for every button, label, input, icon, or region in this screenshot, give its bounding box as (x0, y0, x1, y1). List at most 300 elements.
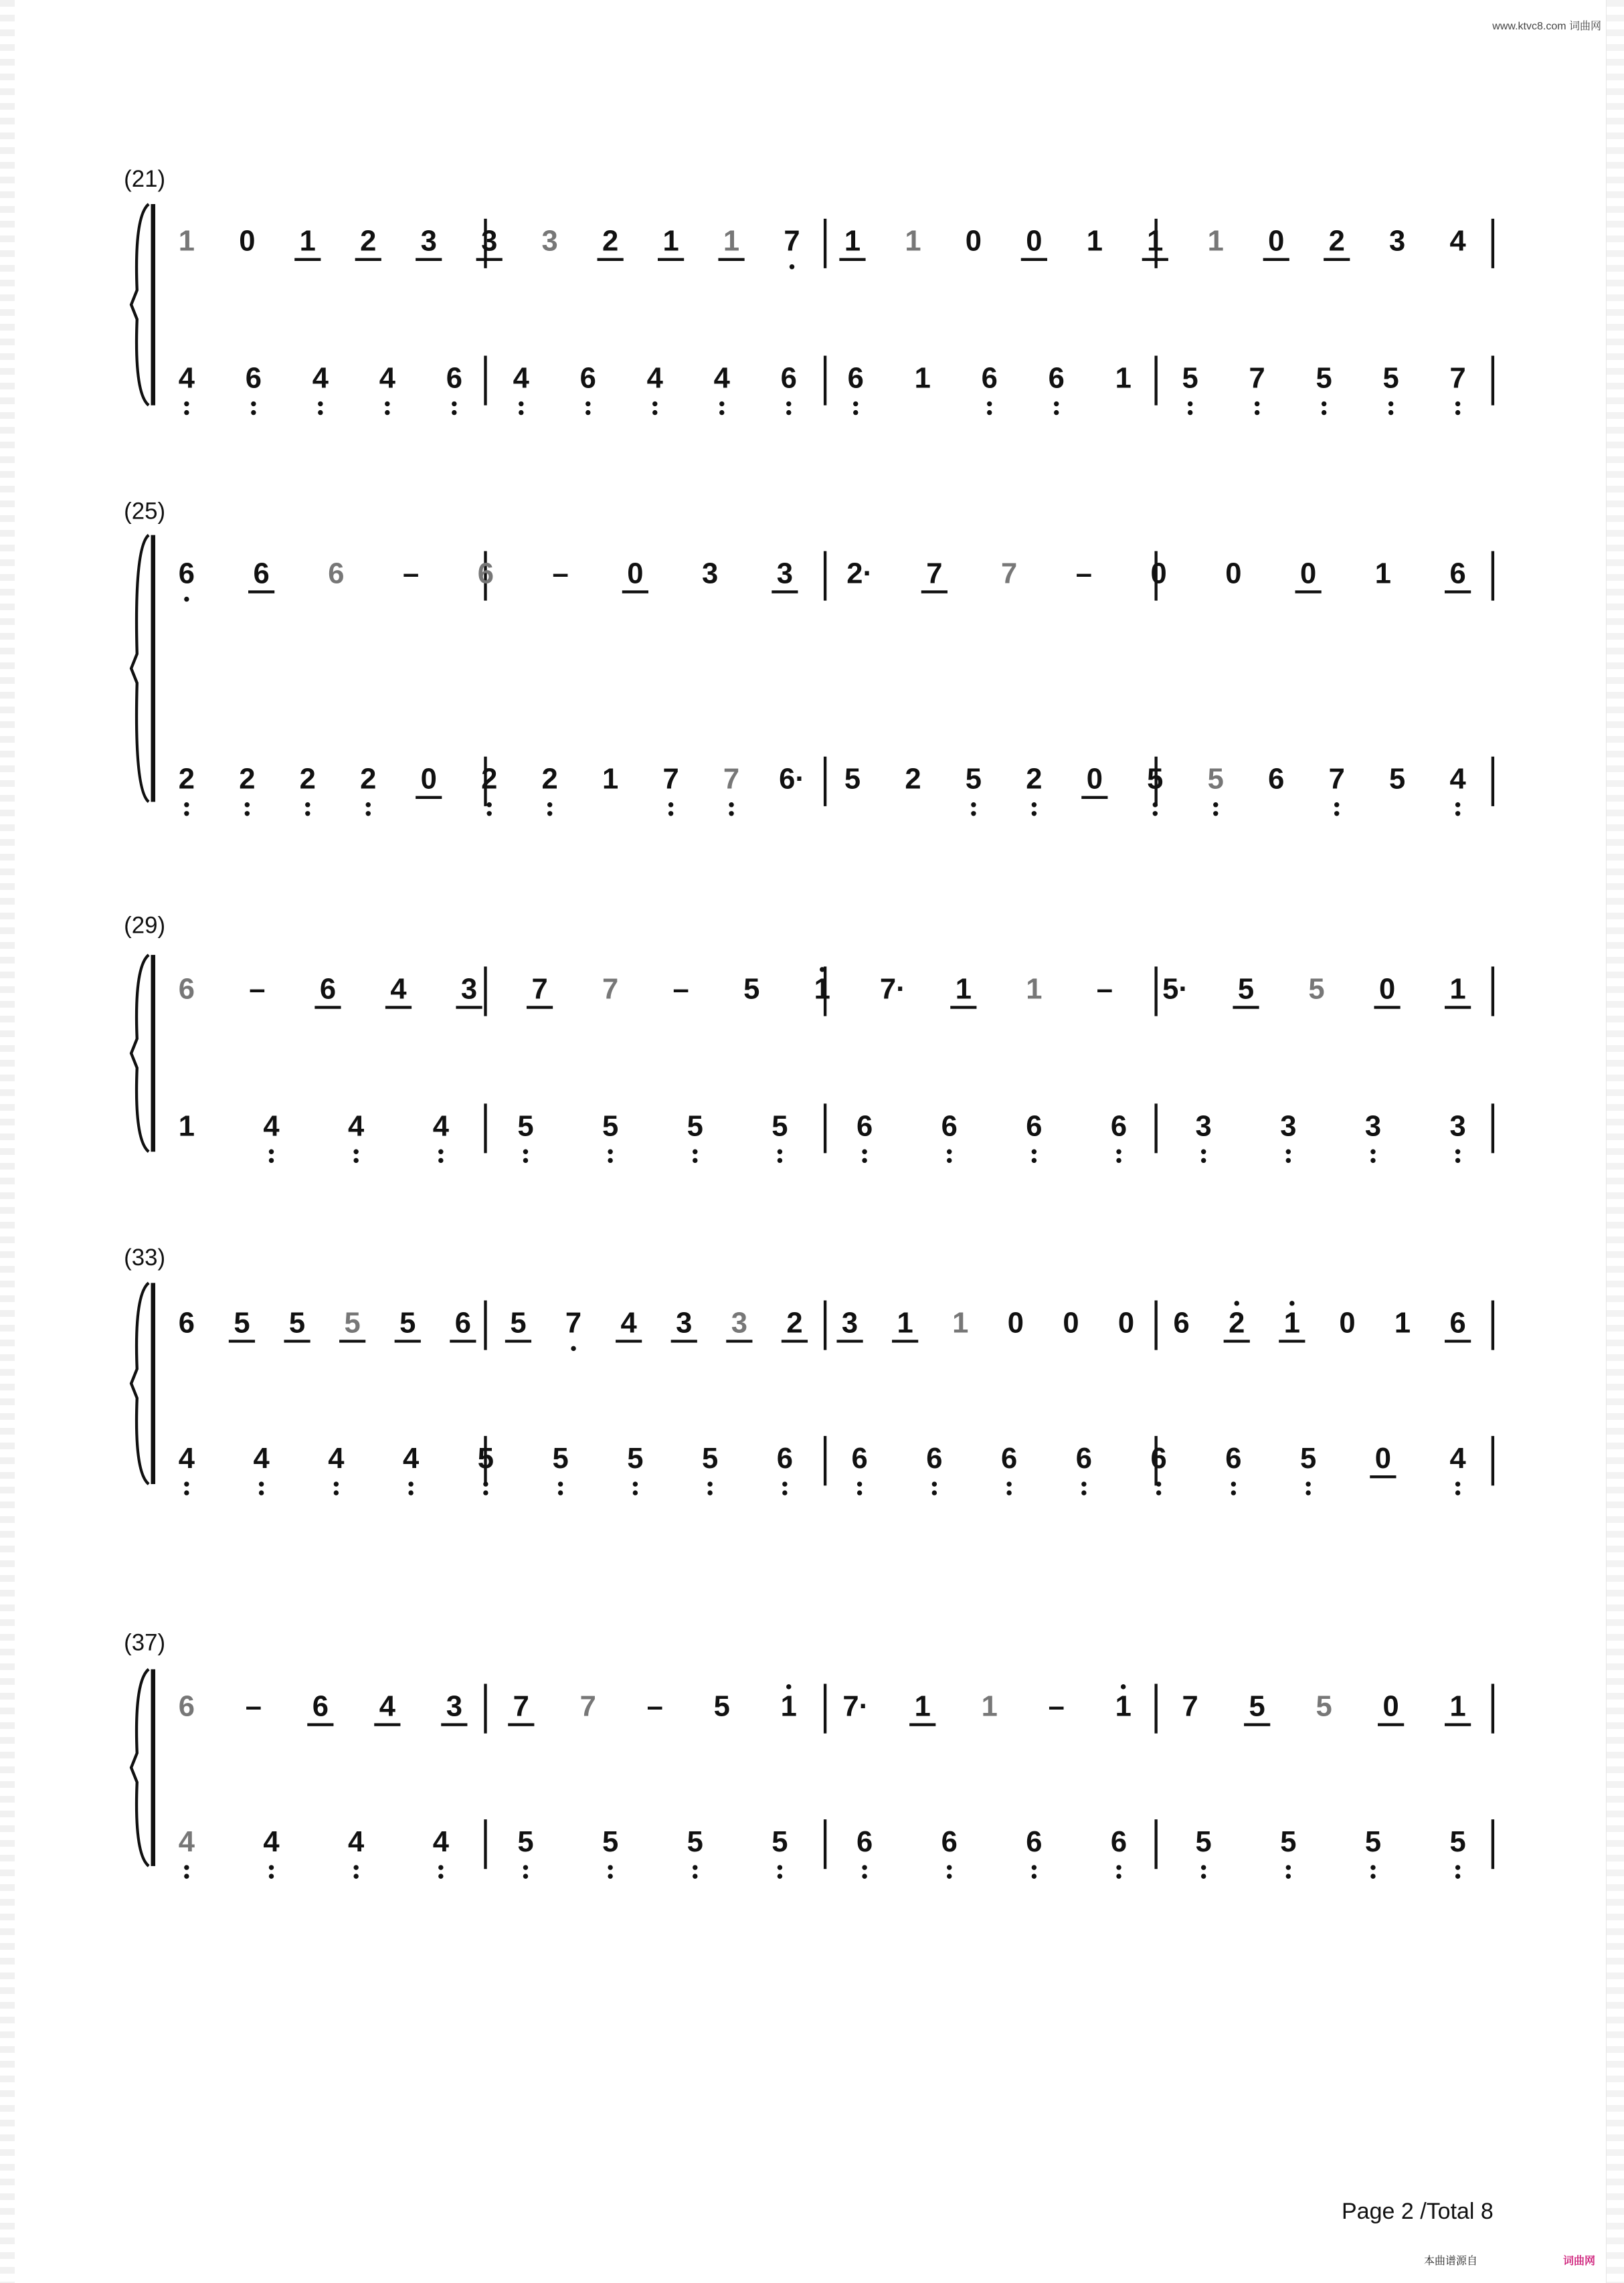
low-octave-dot (486, 802, 491, 807)
note-bass-2-0: 1 (178, 1110, 195, 1143)
note-treble-4-8: 5 (713, 1690, 730, 1723)
note-treble-3-22: 1 (1394, 1307, 1411, 1340)
note-bass-0-14: 1 (1115, 362, 1132, 395)
note-treble-0-15: 1 (1086, 225, 1103, 258)
measure-number: (21) (124, 165, 166, 192)
note-bass-4-2: 4 (348, 1826, 365, 1859)
low-octave-dot (184, 1481, 189, 1486)
note-bass-0-19: 7 (1449, 362, 1466, 395)
note-treble-4-13: – (1048, 1690, 1065, 1723)
measure-number: (37) (124, 1629, 166, 1656)
system-brackets (131, 204, 1493, 1869)
note-treble-4-14: 1 (1115, 1690, 1132, 1723)
low-octave-dot (245, 802, 250, 807)
note-treble-3-13: 1 (897, 1307, 913, 1340)
note-bass-2-14: 3 (1364, 1110, 1382, 1143)
low-octave-dot (1201, 1865, 1206, 1869)
low-octave-dot (1370, 1158, 1375, 1163)
low-octave-dot (1116, 1158, 1121, 1163)
low-octave-dot (184, 401, 189, 406)
low-octave-dot (1388, 401, 1393, 406)
note-treble-0-4: 3 (420, 225, 437, 258)
note-treble-3-7: 7 (565, 1307, 582, 1340)
low-octave-dot (652, 401, 657, 406)
low-octave-dot (366, 811, 371, 816)
low-octave-dot (519, 410, 523, 415)
low-octave-dot (269, 1874, 274, 1878)
low-octave-dot (523, 1150, 528, 1154)
note-bass-1-9: 7 (723, 763, 740, 796)
low-octave-dot (184, 1865, 189, 1869)
note-treble-0-0: 1 (178, 225, 195, 258)
note-bass-4-1: 4 (263, 1826, 280, 1859)
low-octave-dot (1032, 1865, 1036, 1869)
low-octave-dot (1032, 1158, 1036, 1163)
note-bass-1-4: 0 (420, 763, 437, 796)
low-octave-dot (947, 1865, 952, 1869)
low-octave-dot (353, 1874, 358, 1878)
low-octave-dot (452, 401, 456, 406)
note-treble-2-10: 7· (879, 973, 906, 1006)
note-treble-1-11: 7 (1001, 557, 1018, 590)
note-treble-2-17: 0 (1378, 973, 1396, 1006)
low-octave-dot (408, 1481, 413, 1486)
low-octave-dot (1153, 802, 1158, 807)
note-bass-1-0: 2 (178, 763, 195, 796)
low-octave-dot (987, 410, 992, 415)
note-bass-0-6: 6 (579, 362, 596, 395)
low-octave-dot (318, 410, 323, 415)
note-treble-1-15: 0 (1300, 557, 1317, 590)
site-watermark: www.ktvc8.com 词曲网 (1492, 21, 1601, 32)
low-octave-dot (1455, 1874, 1460, 1878)
low-octave-dot (862, 1865, 867, 1869)
note-treble-3-0: 6 (178, 1307, 195, 1340)
low-octave-dot (558, 1481, 563, 1486)
note-treble-2-16: 5 (1308, 973, 1325, 1006)
note-bass-3-15: 5 (1300, 1443, 1317, 1475)
note-bass-2-3: 4 (432, 1110, 449, 1143)
note-bass-2-4: 5 (517, 1110, 534, 1143)
low-octave-dot (259, 1490, 264, 1495)
low-octave-dot (1455, 401, 1460, 406)
low-octave-dot (971, 802, 976, 807)
low-octave-dot (971, 811, 976, 816)
low-octave-dot (778, 1158, 782, 1163)
note-treble-1-13: 0 (1150, 557, 1167, 590)
note-bass-1-15: 0 (1086, 763, 1103, 796)
note-treble-3-9: 3 (676, 1307, 693, 1340)
note-treble-1-1: 6 (253, 557, 270, 590)
note-treble-0-17: 1 (1207, 225, 1224, 258)
low-octave-dot (1213, 811, 1218, 816)
note-bass-1-19: 7 (1328, 763, 1345, 796)
footer-source: 本曲谱源自 (1424, 2256, 1478, 2267)
note-bass-2-9: 6 (941, 1110, 958, 1143)
low-octave-dot (1116, 1865, 1121, 1869)
low-octave-dot (857, 1481, 862, 1486)
note-bass-3-0: 4 (178, 1443, 195, 1475)
low-octave-dot (353, 1865, 358, 1869)
note-treble-2-4: 3 (460, 973, 478, 1006)
low-octave-dot (1286, 1874, 1291, 1878)
low-octave-dot (1388, 410, 1393, 415)
note-bass-0-1: 6 (245, 362, 262, 395)
low-octave-dot (1116, 1150, 1121, 1154)
low-octave-dot (269, 1158, 274, 1163)
low-octave-dot (782, 1490, 787, 1495)
note-layer (124, 166, 1471, 1879)
note-bass-1-1: 2 (239, 763, 256, 796)
low-octave-dot (652, 410, 657, 415)
note-bass-4-13: 5 (1280, 1826, 1297, 1859)
note-bass-0-18: 5 (1382, 362, 1399, 395)
note-treble-2-18: 1 (1449, 973, 1466, 1006)
low-octave-dot (353, 1158, 358, 1163)
note-treble-1-3: – (403, 557, 420, 590)
note-treble-4-4: 3 (446, 1690, 462, 1723)
measure-number: (33) (124, 1245, 166, 1271)
low-octave-dot (305, 802, 310, 807)
note-bass-1-3: 2 (360, 763, 377, 796)
system-brace (131, 204, 149, 405)
note-bass-1-13: 5 (965, 763, 982, 796)
low-octave-dot (693, 1150, 697, 1154)
low-octave-dot (1255, 410, 1259, 415)
measure-number: (25) (124, 498, 166, 525)
low-octave-dot (184, 410, 189, 415)
low-octave-dot (438, 1150, 443, 1154)
note-bass-4-15: 5 (1449, 1826, 1466, 1859)
note-treble-1-2: 6 (328, 557, 345, 590)
note-bass-1-18: 6 (1268, 763, 1285, 796)
low-octave-dot (1455, 802, 1460, 807)
note-treble-3-5: 6 (454, 1307, 471, 1340)
low-octave-dot (1054, 410, 1059, 415)
note-treble-0-21: 4 (1449, 225, 1466, 258)
low-octave-dot (1032, 1874, 1036, 1878)
note-treble-0-11: 1 (844, 225, 861, 258)
low-octave-dot (719, 401, 724, 406)
low-octave-dot (1305, 1490, 1310, 1495)
low-octave-dot (385, 401, 389, 406)
note-treble-2-1: – (249, 973, 266, 1006)
low-octave-dot (1081, 1481, 1086, 1486)
note-bass-0-13: 6 (1048, 362, 1065, 395)
note-bass-1-7: 1 (602, 763, 619, 796)
note-treble-3-2: 5 (288, 1307, 306, 1340)
note-bass-1-11: 5 (844, 763, 861, 796)
note-treble-1-12: – (1075, 557, 1092, 590)
note-bass-4-4: 5 (517, 1826, 534, 1859)
note-treble-4-19: 1 (1449, 1690, 1466, 1723)
note-treble-3-3: 5 (344, 1307, 361, 1340)
note-treble-3-1: 5 (234, 1307, 250, 1340)
low-octave-dot (558, 1490, 563, 1495)
low-octave-dot (987, 401, 992, 406)
note-treble-0-10: 7 (784, 225, 800, 258)
note-bass-1-5: 2 (481, 763, 498, 796)
note-bass-3-5: 5 (552, 1443, 569, 1475)
note-treble-4-15: 7 (1182, 1690, 1198, 1723)
note-bass-3-16: 0 (1374, 1443, 1392, 1475)
note-treble-0-8: 1 (662, 225, 679, 258)
note-treble-3-11: 2 (786, 1307, 803, 1340)
note-bass-3-7: 5 (702, 1443, 719, 1475)
low-octave-dot (729, 802, 733, 807)
note-treble-2-8: 5 (743, 973, 760, 1006)
low-octave-dot (729, 811, 733, 816)
low-octave-dot (483, 1490, 488, 1495)
low-octave-dot (1255, 401, 1259, 406)
note-bass-3-11: 6 (1001, 1443, 1018, 1475)
page-number: Page 2 /Total 8 (1342, 2199, 1494, 2224)
note-treble-0-18: 0 (1268, 225, 1285, 258)
note-bass-3-1: 4 (253, 1443, 270, 1475)
note-bass-4-10: 6 (1026, 1826, 1043, 1859)
low-octave-dot (408, 1490, 413, 1495)
low-octave-dot (1322, 401, 1326, 406)
low-octave-dot (932, 1490, 937, 1495)
note-treble-2-11: 1 (955, 973, 972, 1006)
low-octave-dot (1006, 1490, 1011, 1495)
note-bass-1-21: 4 (1449, 763, 1466, 796)
note-bass-3-2: 4 (328, 1443, 345, 1475)
low-octave-dot (633, 1481, 638, 1486)
note-treble-3-4: 5 (399, 1307, 416, 1340)
note-bass-1-10: 6· (779, 763, 805, 796)
low-octave-dot (334, 1481, 339, 1486)
low-octave-dot (366, 802, 371, 807)
note-bass-0-3: 4 (379, 362, 395, 395)
note-treble-4-5: 7 (513, 1690, 529, 1723)
low-octave-dot (778, 1865, 782, 1869)
note-bass-2-2: 4 (348, 1110, 365, 1143)
high-octave-dot (786, 1684, 791, 1689)
low-octave-dot (693, 1865, 697, 1869)
note-bass-0-10: 6 (847, 362, 864, 395)
note-bass-3-6: 5 (627, 1443, 644, 1475)
note-bass-2-10: 6 (1026, 1110, 1043, 1143)
low-octave-dot (1116, 1874, 1121, 1878)
low-octave-dot (947, 1150, 952, 1154)
note-treble-3-18: 6 (1173, 1307, 1190, 1340)
system-brace (131, 955, 149, 1152)
note-bass-2-13: 3 (1280, 1110, 1297, 1143)
note-bass-1-2: 2 (299, 763, 316, 796)
note-treble-3-20: 1 (1283, 1307, 1300, 1340)
note-bass-2-8: 6 (856, 1110, 873, 1143)
note-treble-2-15: 5 (1237, 973, 1255, 1006)
note-treble-2-6: 7 (602, 973, 619, 1006)
note-treble-2-12: 1 (1026, 973, 1043, 1006)
note-treble-3-15: 0 (1007, 1307, 1024, 1340)
note-treble-1-9: 2· (846, 557, 873, 590)
low-octave-dot (608, 1158, 612, 1163)
note-bass-3-13: 6 (1150, 1443, 1167, 1475)
note-treble-3-16: 0 (1063, 1307, 1079, 1340)
note-treble-4-9: 1 (780, 1690, 797, 1723)
low-octave-dot (790, 264, 794, 269)
note-treble-1-4: 6 (477, 557, 494, 590)
high-octave-dot (1121, 1684, 1125, 1689)
low-octave-dot (947, 1874, 952, 1878)
note-treble-1-0: 6 (178, 557, 195, 590)
note-treble-2-2: 6 (319, 973, 337, 1006)
note-treble-0-13: 0 (965, 225, 982, 258)
low-octave-dot (318, 401, 323, 406)
note-bass-0-15: 5 (1182, 362, 1198, 395)
low-octave-dot (305, 811, 310, 816)
note-treble-0-1: 0 (239, 225, 256, 258)
note-treble-4-11: 1 (914, 1690, 931, 1723)
note-treble-4-2: 6 (312, 1690, 329, 1723)
note-treble-0-9: 1 (723, 225, 740, 258)
system-brace (131, 535, 149, 802)
note-bass-3-12: 6 (1075, 1443, 1092, 1475)
low-octave-dot (184, 1490, 189, 1495)
note-treble-2-3: 4 (390, 973, 407, 1006)
note-treble-1-5: – (552, 557, 569, 590)
note-treble-1-10: 7 (926, 557, 943, 590)
note-treble-4-7: – (646, 1690, 663, 1723)
low-octave-dot (719, 410, 724, 415)
low-octave-dot (483, 1481, 488, 1486)
note-bass-1-14: 2 (1026, 763, 1043, 796)
note-treble-3-6: 5 (510, 1307, 527, 1340)
low-octave-dot (523, 1874, 528, 1878)
low-octave-dot (1334, 802, 1339, 807)
low-octave-dot (857, 1490, 862, 1495)
low-octave-dot (184, 802, 189, 807)
low-octave-dot (385, 410, 389, 415)
low-octave-dot (1201, 1150, 1206, 1154)
low-octave-dot (786, 401, 791, 406)
low-octave-dot (1201, 1874, 1206, 1878)
low-octave-dot (1455, 1481, 1460, 1486)
note-bass-4-12: 5 (1195, 1826, 1212, 1859)
low-octave-dot (523, 1865, 528, 1869)
low-octave-dot (438, 1874, 443, 1878)
note-treble-0-14: 0 (1026, 225, 1043, 258)
note-bass-4-8: 6 (856, 1826, 873, 1859)
low-octave-dot (1231, 1490, 1236, 1495)
low-octave-dot (707, 1490, 712, 1495)
note-treble-4-0: 6 (178, 1690, 195, 1723)
low-octave-dot (547, 802, 552, 807)
note-treble-2-9: 1 (814, 973, 830, 1006)
note-treble-3-10: 3 (731, 1307, 747, 1340)
high-octave-dot (1235, 1301, 1239, 1305)
note-treble-0-20: 3 (1389, 225, 1406, 258)
note-treble-2-0: 6 (178, 973, 195, 1006)
low-octave-dot (486, 811, 491, 816)
low-octave-dot (1156, 1490, 1161, 1495)
low-octave-dot (608, 1874, 612, 1878)
system-brace (131, 1283, 149, 1484)
low-octave-dot (1455, 1150, 1460, 1154)
low-octave-dot (1032, 811, 1036, 816)
note-bass-0-7: 4 (646, 362, 663, 395)
note-treble-0-12: 1 (905, 225, 921, 258)
low-octave-dot (1006, 1481, 1011, 1486)
note-bass-1-8: 7 (662, 763, 679, 796)
low-octave-dot (1188, 410, 1192, 415)
note-treble-1-7: 3 (702, 557, 719, 590)
note-bass-4-9: 6 (941, 1826, 958, 1859)
low-octave-dot (1455, 1865, 1460, 1869)
low-octave-dot (245, 811, 250, 816)
low-octave-dot (1370, 1150, 1375, 1154)
note-treble-4-6: 7 (579, 1690, 596, 1723)
low-octave-dot (608, 1150, 612, 1154)
high-octave-dot (1289, 1301, 1294, 1305)
low-octave-dot (1305, 1481, 1310, 1486)
low-octave-dot (633, 1490, 638, 1495)
low-octave-dot (1455, 811, 1460, 816)
low-octave-dot (1286, 1158, 1291, 1163)
note-treble-1-6: 0 (627, 557, 644, 590)
low-octave-dot (862, 1874, 867, 1878)
low-octave-dot (1213, 802, 1218, 807)
note-bass-1-16: 5 (1147, 763, 1164, 796)
note-bass-3-3: 4 (403, 1443, 420, 1475)
low-octave-dot (862, 1158, 867, 1163)
low-octave-dot (1455, 410, 1460, 415)
note-bass-0-5: 4 (513, 362, 529, 395)
low-octave-dot (353, 1150, 358, 1154)
note-treble-4-17: 5 (1316, 1690, 1332, 1723)
footer-brand: 词曲网 (1563, 2256, 1596, 2267)
note-treble-3-17: 0 (1117, 1307, 1135, 1340)
note-treble-2-14: 5· (1162, 973, 1188, 1006)
low-octave-dot (1081, 1490, 1086, 1495)
low-octave-dot (707, 1481, 712, 1486)
low-octave-dot (1286, 1865, 1291, 1869)
note-treble-0-7: 2 (602, 225, 619, 258)
low-octave-dot (1231, 1481, 1236, 1486)
low-octave-dot (1370, 1865, 1375, 1869)
low-octave-dot (269, 1150, 274, 1154)
note-treble-1-14: 0 (1225, 557, 1242, 590)
low-octave-dot (853, 401, 858, 406)
note-bass-4-3: 4 (432, 1826, 449, 1859)
low-octave-dot (1054, 401, 1059, 406)
note-treble-0-16: 1 (1147, 225, 1164, 258)
note-bass-3-8: 6 (776, 1443, 793, 1475)
note-bass-4-6: 5 (687, 1826, 703, 1859)
note-bass-1-20: 5 (1389, 763, 1406, 796)
note-bass-4-11: 6 (1110, 1826, 1127, 1859)
note-treble-0-3: 2 (360, 225, 377, 258)
low-octave-dot (184, 1874, 189, 1878)
low-octave-dot (519, 401, 523, 406)
low-octave-dot (1153, 811, 1158, 816)
note-bass-0-17: 5 (1316, 362, 1332, 395)
low-octave-dot (334, 1490, 339, 1495)
low-octave-dot (1322, 410, 1326, 415)
note-treble-2-7: – (672, 973, 689, 1006)
note-treble-3-12: 3 (841, 1307, 859, 1340)
low-octave-dot (608, 1865, 612, 1869)
note-treble-3-8: 4 (620, 1307, 637, 1340)
low-octave-dot (571, 1346, 575, 1351)
note-treble-4-12: 1 (981, 1690, 998, 1723)
note-treble-1-16: 1 (1374, 557, 1392, 590)
note-bass-3-17: 4 (1449, 1443, 1466, 1475)
low-octave-dot (585, 410, 590, 415)
note-treble-2-5: 7 (531, 973, 548, 1006)
